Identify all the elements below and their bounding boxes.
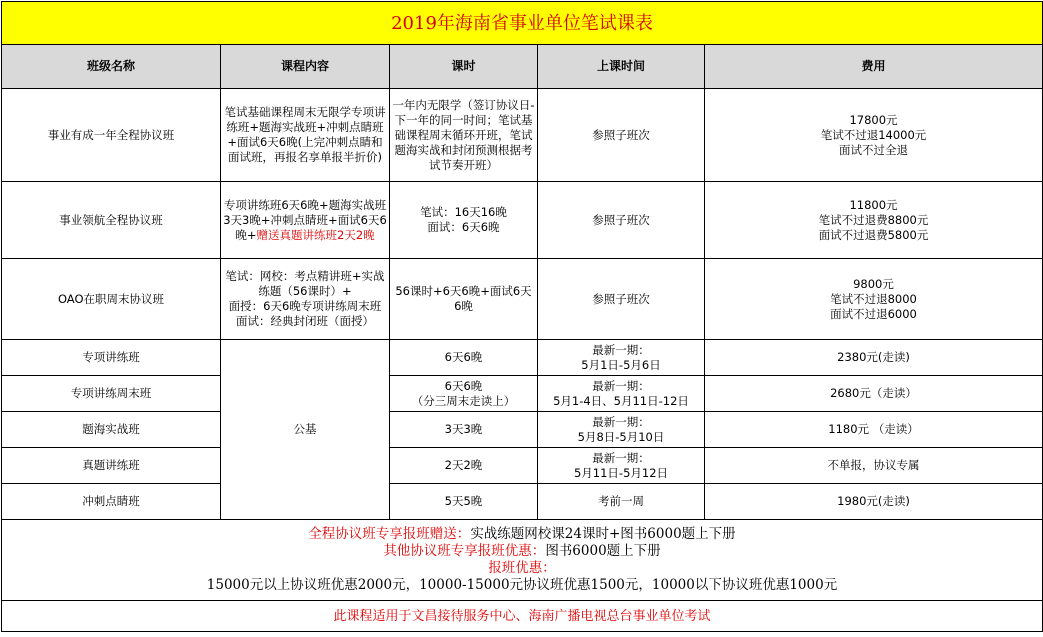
class-name: 冲刺点睛班 bbox=[2, 484, 221, 520]
hours-line: 面试：6天6晚 bbox=[427, 220, 500, 234]
fee-line: 9800元 bbox=[853, 276, 894, 291]
course-content bbox=[221, 259, 390, 340]
fee-line: 笔试不过退费8800元 bbox=[818, 212, 929, 227]
hours-line: 笔试：16天16晚 bbox=[420, 205, 507, 219]
class-fee: 1180元 （走读） bbox=[705, 412, 1043, 448]
table-row bbox=[2, 89, 1043, 182]
course-content bbox=[221, 182, 390, 259]
class-fee bbox=[705, 259, 1043, 340]
promo-line-3: 报班优惠： bbox=[488, 560, 556, 576]
fee-line: 11800元 bbox=[849, 197, 898, 212]
table-row bbox=[2, 259, 1043, 340]
time-line: 最新一期： bbox=[592, 378, 650, 393]
class-time: 参照子班次 bbox=[538, 259, 705, 340]
class-name: 题海实战班 bbox=[2, 412, 221, 448]
header-class-time: 上课时间 bbox=[538, 45, 705, 89]
hours-line: 6天6晚 bbox=[444, 378, 483, 393]
schedule-table bbox=[1, 1, 1043, 632]
table-row bbox=[2, 340, 1043, 376]
class-fee: 2680元（走读） bbox=[705, 376, 1043, 412]
table-row bbox=[2, 484, 1043, 520]
promo-row bbox=[2, 520, 1043, 601]
table-row bbox=[2, 182, 1043, 259]
bonus-text: 赠送真题讲练班2天2晚 bbox=[256, 227, 375, 242]
course-content: 笔试基础课程周末无限学专项讲练班+题海实战班+冲刺点睛班+面试6天6晚(上完冲刺点睛和面试班，再报名享单报半折价) bbox=[221, 89, 390, 182]
class-hours: 3天3晚 bbox=[390, 412, 538, 448]
shared-course-content: 公基 bbox=[221, 340, 390, 520]
content-line: 笔试：网校：考点精讲班+实战练题（56课时）+ bbox=[225, 269, 385, 298]
class-name: 专项讲练班 bbox=[2, 340, 221, 376]
class-hours bbox=[390, 376, 538, 412]
time-line: 最新一期： bbox=[592, 414, 650, 429]
time-line: 5月11日-5月12日 bbox=[573, 465, 669, 480]
class-hours: 6天6晚 bbox=[390, 340, 538, 376]
class-time: 考前一周 bbox=[538, 484, 705, 520]
fee-line: 笔试不过退14000元 bbox=[820, 127, 927, 142]
class-time: 参照子班次 bbox=[538, 89, 705, 182]
hours-line: （分三周末走读上） bbox=[411, 393, 516, 408]
class-fee bbox=[705, 89, 1043, 182]
table-row bbox=[2, 376, 1043, 412]
header-row bbox=[2, 45, 1043, 89]
time-line: 最新一期： bbox=[592, 342, 650, 357]
class-hours: 一年内无限学（签订协议日-下一年的同一时间；笔试基础课程周末循环开班，笔试题海实战和封闭预测根据考试节奏开班） bbox=[390, 89, 538, 182]
promo-line-2: 其他协议班专享报班优惠：图书6000题上下册 bbox=[383, 543, 661, 559]
class-time bbox=[538, 340, 705, 376]
class-name: 真题讲练班 bbox=[2, 448, 221, 484]
class-hours bbox=[390, 182, 538, 259]
fee-line: 面试不过退费5800元 bbox=[818, 227, 929, 242]
header-course-content: 课程内容 bbox=[221, 45, 390, 89]
class-fee: 2380元(走读) bbox=[705, 340, 1043, 376]
content-text: 专项讲练班6天6晚+题海实战班3天3晚+冲刺点睛班+面试6天6晚+ bbox=[223, 197, 387, 242]
time-line: 5月1日-5月6日 bbox=[581, 357, 661, 372]
table-row bbox=[2, 412, 1043, 448]
time-line: 5月1-4日、5月11日-12日 bbox=[553, 393, 689, 408]
class-fee: 1980元(走读) bbox=[705, 484, 1043, 520]
header-fee: 费用 bbox=[705, 45, 1043, 89]
class-name: 事业有成一年全程协议班 bbox=[2, 89, 221, 182]
fee-line: 笔试不过退8000 bbox=[830, 291, 917, 306]
class-hours: 2天2晚 bbox=[390, 448, 538, 484]
fee-line: 面试不过全退 bbox=[839, 142, 908, 157]
class-time: 参照子班次 bbox=[538, 182, 705, 259]
class-time bbox=[538, 448, 705, 484]
content-line: 面授：6天6晚专项讲练周末班 bbox=[228, 299, 382, 313]
class-time bbox=[538, 412, 705, 448]
header-hours: 课时 bbox=[390, 45, 538, 89]
class-fee: 不单报，协议专属 bbox=[705, 448, 1043, 484]
promo-line-1: 全程协议班专享报班赠送：实战练题网校课24课时+图书6000题上下册 bbox=[308, 526, 736, 542]
header-class-name: 班级名称 bbox=[2, 45, 221, 89]
class-fee bbox=[705, 182, 1043, 259]
time-line: 最新一期： bbox=[592, 450, 650, 465]
class-hours: 5天5晚 bbox=[390, 484, 538, 520]
promo-cell bbox=[2, 520, 1043, 601]
time-line: 5月8日-5月10日 bbox=[577, 429, 665, 444]
table-title: 2019年海南省事业单位笔试课表 bbox=[2, 2, 1043, 45]
class-time bbox=[538, 376, 705, 412]
fee-line: 面试不过退6000 bbox=[830, 306, 917, 321]
class-name: OAO在职周末协议班 bbox=[2, 259, 221, 340]
footer-row bbox=[2, 601, 1043, 632]
class-hours: 56课时+6天6晚+面试6天6晚 bbox=[390, 259, 538, 340]
content-line: 面试：经典封闭班（面授） bbox=[236, 314, 374, 328]
class-name: 事业领航全程协议班 bbox=[2, 182, 221, 259]
class-name: 专项讲练周末班 bbox=[2, 376, 221, 412]
fee-line: 17800元 bbox=[849, 112, 898, 127]
footer-note: 此课程适用于文昌接待服务中心、海南广播电视总台事业单位考试 bbox=[2, 601, 1043, 632]
promo-line-4: 15000元以上协议班优惠2000元，10000-15000元协议班优惠1500元，10000以下协议班优惠1000元 bbox=[206, 577, 838, 593]
table-row bbox=[2, 448, 1043, 484]
